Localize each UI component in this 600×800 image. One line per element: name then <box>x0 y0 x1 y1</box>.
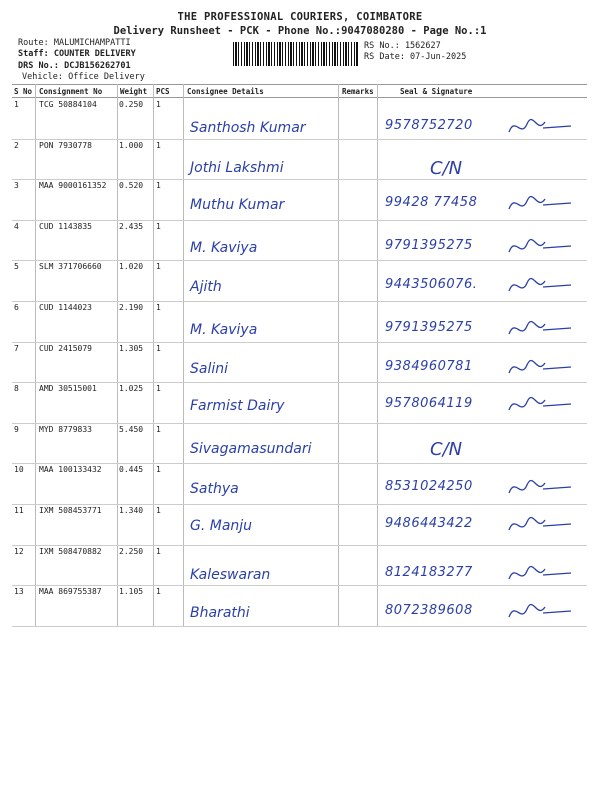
row-consignee-name: Bharathi <box>190 605 250 622</box>
rs-number: RS No.: 1562627 <box>364 41 441 51</box>
row-pcs: 1 <box>156 343 161 353</box>
row-sno: 7 <box>14 343 19 353</box>
row-rule <box>12 342 587 343</box>
row-sno: 12 <box>14 546 24 556</box>
signature-mark <box>505 234 575 260</box>
row-consignee-name: Salini <box>190 360 229 377</box>
document-subtitle: Delivery Runsheet - PCK - Phone No.:9047080280 - Page No.:1 <box>113 25 487 37</box>
row-consignee-name: M. Kaviya <box>190 239 258 256</box>
signature-mark <box>505 273 575 299</box>
row-consignee-phone: 9791395275 <box>385 320 473 335</box>
row-consignment-no: MAA 869755387 <box>39 587 102 597</box>
row-rule <box>12 545 587 546</box>
row-weight: 0.520 <box>119 181 144 191</box>
row-consignee-name: G. Manju <box>190 518 253 534</box>
rs-date: RS Date: 07-Jun-2025 <box>364 52 467 62</box>
barcode <box>233 42 358 66</box>
row-pcs: 1 <box>156 424 161 434</box>
row-sno: 1 <box>14 100 19 109</box>
row-consignee-phone: 9791395275 <box>385 237 473 253</box>
col-header-consignee: Consignee Details <box>187 87 264 96</box>
row-consignee-name: Sathya <box>190 481 239 498</box>
row-weight: 0.445 <box>119 465 144 475</box>
vehicle-label: Vehicle: <box>22 72 63 82</box>
row-rule <box>12 301 587 302</box>
row-sno: 5 <box>14 262 19 272</box>
row-pcs: 1 <box>156 221 161 231</box>
row-consignee-phone: 8531024250 <box>385 479 473 495</box>
row-pcs: 1 <box>156 546 161 556</box>
row-pcs: 1 <box>156 100 161 109</box>
row-weight: 1.025 <box>119 384 144 394</box>
signature-mark <box>505 599 575 625</box>
signature-mark <box>505 512 575 538</box>
row-pcs: 1 <box>156 465 161 475</box>
table-header-rule <box>12 97 587 98</box>
row-consignment-no: MAA 100133432 <box>39 465 102 475</box>
row-rule <box>12 139 587 140</box>
row-rule <box>12 626 587 627</box>
document-title: THE PROFESSIONAL COURIERS, COIMBATORE <box>177 11 423 23</box>
row-weight: 1.340 <box>119 506 144 515</box>
row-consignment-no: CUD 1143835 <box>39 221 92 231</box>
row-consignee-name: Kaleswaran <box>190 566 271 583</box>
drs-value: DCJB156262701 <box>64 61 131 71</box>
row-weight: 2.190 <box>119 303 144 312</box>
row-consignment-no: PON 7930778 <box>39 140 92 150</box>
row-rule <box>12 220 587 221</box>
col-header-remarks: Remarks <box>342 87 374 96</box>
row-consignee-name: Jothi Lakshmi <box>190 159 284 176</box>
row-weight: 1.305 <box>119 343 144 353</box>
staff-label: Staff: <box>18 49 49 59</box>
route-line <box>18 38 131 49</box>
row-consignee-phone: C/N <box>430 157 463 179</box>
row-pcs: 1 <box>156 181 161 191</box>
col-header-consignment: Consignment No <box>39 87 103 96</box>
signature-mark <box>505 191 575 217</box>
vehicle-line <box>22 72 145 83</box>
row-rule <box>12 585 587 586</box>
row-rule <box>12 382 587 383</box>
row-consignment-no: MAA 9000161352 <box>39 181 107 191</box>
row-consignee-phone: 8072389608 <box>385 603 473 619</box>
row-sno: 8 <box>14 384 19 394</box>
row-pcs: 1 <box>156 384 161 394</box>
col-header-signature: Seal & Signature <box>400 87 473 96</box>
row-rule <box>12 504 587 505</box>
row-consignment-no: TCG 50884104 <box>39 100 97 109</box>
row-consignment-no: CUD 2415079 <box>39 343 92 353</box>
row-weight: 1.020 <box>119 262 144 272</box>
drs-line <box>18 61 131 72</box>
row-pcs: 1 <box>156 506 161 515</box>
row-rule <box>12 423 587 424</box>
row-rule <box>12 260 587 261</box>
row-pcs: 1 <box>156 587 161 597</box>
row-consignment-no: CUD 1144023 <box>39 303 92 312</box>
row-consignee-phone: 9384960781 <box>385 358 473 374</box>
row-rule <box>12 179 587 180</box>
row-weight: 2.250 <box>119 546 144 556</box>
route-label: Route: <box>18 38 49 48</box>
row-weight: 2.435 <box>119 221 144 231</box>
row-sno: 3 <box>14 181 19 191</box>
row-sno: 10 <box>14 465 24 475</box>
row-pcs: 1 <box>156 140 161 150</box>
row-consignee-name: Sivagamasundari <box>190 440 312 457</box>
col-header-pcs: PCS <box>156 87 170 96</box>
route-value: MALUMICHAMPATTI <box>53 38 131 48</box>
row-sno: 4 <box>14 221 19 231</box>
staff-value: COUNTER DELIVERY <box>53 49 136 59</box>
col-header-weight: Weight <box>120 87 148 96</box>
col-header-sno: S No <box>14 87 33 96</box>
row-consignment-no: MYD 8779833 <box>39 424 92 434</box>
row-consignee-phone: C/N <box>430 438 463 460</box>
signature-mark <box>505 561 575 587</box>
row-sno: 9 <box>14 424 19 434</box>
row-rule <box>12 463 587 464</box>
row-consignee-name: M. Kaviya <box>190 322 258 338</box>
row-weight: 5.450 <box>119 424 144 434</box>
row-consignee-name: Muthu Kumar <box>190 197 285 214</box>
row-pcs: 1 <box>156 303 161 312</box>
row-consignee-phone: 99428 77458 <box>385 195 478 211</box>
row-consignee-phone: 8124183277 <box>385 564 473 580</box>
row-consignment-no: IXM 508453771 <box>39 506 102 515</box>
row-sno: 13 <box>14 587 24 597</box>
row-weight: 1.000 <box>119 140 144 150</box>
row-sno: 2 <box>14 140 19 150</box>
signature-mark <box>505 316 575 342</box>
row-consignee-name: Santhosh Kumar <box>190 120 306 136</box>
signature-mark <box>505 355 575 381</box>
drs-label: DRS No.: <box>18 61 59 71</box>
row-consignment-no: SLM 371706660 <box>39 262 102 272</box>
staff-line <box>18 49 136 60</box>
signature-mark <box>505 475 575 501</box>
row-consignee-phone: 9443506076. <box>385 277 478 293</box>
row-consignee-phone: 9486443422 <box>385 516 473 531</box>
row-weight: 1.105 <box>119 587 144 597</box>
vehicle-value: Office Delivery <box>68 72 145 82</box>
row-consignee-phone: 9578752720 <box>385 118 473 133</box>
signature-mark <box>505 114 575 140</box>
table-top-rule <box>12 84 587 85</box>
row-pcs: 1 <box>156 262 161 272</box>
row-consignment-no: AMD 30515001 <box>39 384 97 394</box>
row-consignee-name: Farmist Dairy <box>190 398 285 415</box>
row-consignee-name: Ajith <box>190 279 222 296</box>
row-sno: 11 <box>14 506 24 515</box>
row-weight: 0.250 <box>119 100 144 109</box>
row-consignment-no: IXM 508470882 <box>39 546 102 556</box>
row-consignee-phone: 9578064119 <box>385 396 473 412</box>
row-sno: 6 <box>14 303 19 312</box>
signature-mark <box>505 392 575 418</box>
